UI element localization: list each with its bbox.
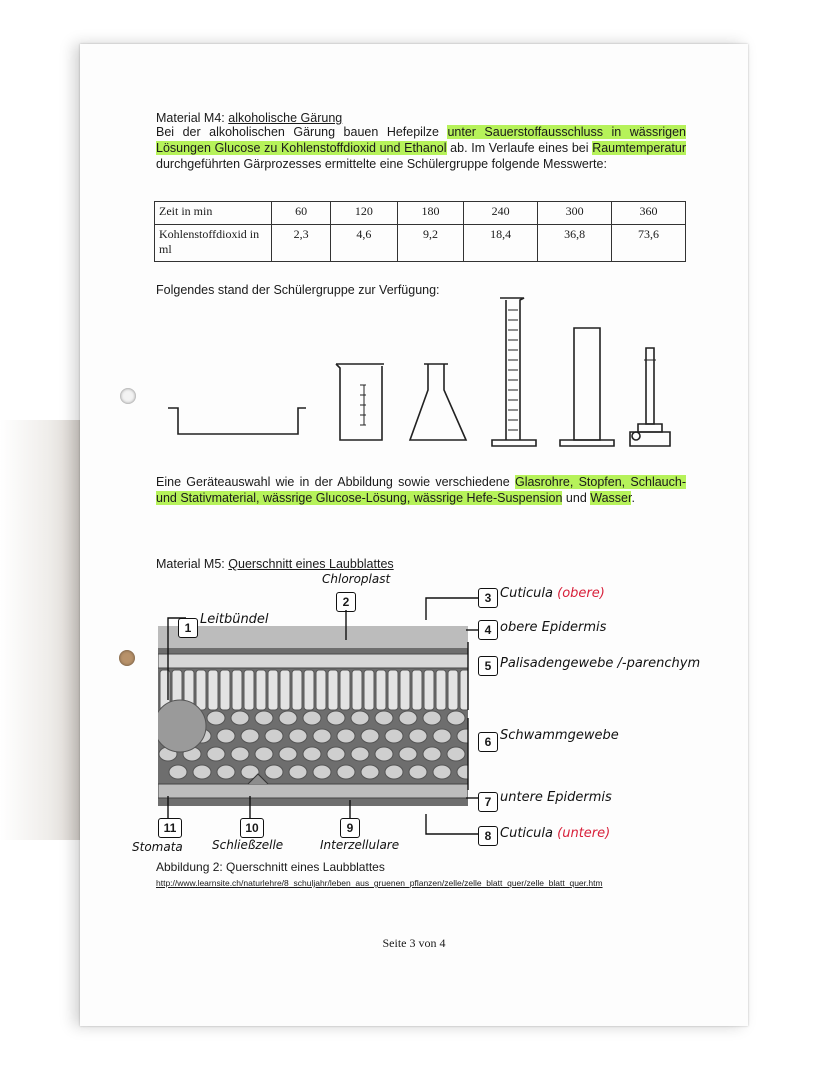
label-number: 10	[240, 818, 264, 838]
measuring-cylinder	[492, 298, 536, 446]
label-number: 11	[158, 818, 182, 838]
page-number: Seite 3 von 4	[382, 936, 446, 950]
label-leitbuendel: Leitbündel	[200, 612, 269, 627]
label-number: 5	[478, 656, 498, 676]
label-number: 1	[178, 618, 198, 638]
m4-paragraph: Bei der alkoholischen Gärung bauen Hefepilze unter Sauerstoffausschluss in wässrigen Lösungen Glucose zu Kohlenstoffdioxid und Ethanol ab. Im Verlaufe eines bei Raumtemperatur durchgeführten Gärprozesses ermittelte eine Schülergruppe folgende Messwerte:	[156, 125, 687, 171]
label-spongy: Schwammgewebe	[500, 728, 619, 743]
equipment-intro: Folgendes stand der Schülergruppe zur Verfügung:	[156, 283, 440, 297]
table-cell: 73,6	[612, 225, 686, 262]
erlenmeyer-flask	[410, 364, 466, 440]
trough	[168, 408, 306, 434]
beaker	[336, 364, 384, 440]
table-cell: 120	[331, 202, 398, 225]
scan-shadow	[0, 420, 80, 840]
table-cell: 300	[538, 202, 612, 225]
table-row	[155, 202, 686, 225]
label-lower-epidermis: untere Epidermis	[500, 790, 612, 805]
table-cell: Kohlenstoffdioxid in ml	[155, 225, 272, 262]
source-link[interactable]: http://www.learnsite.ch/naturlehre/8_schuljahr/leben_aus_gruenen_pflanzen/zelle/zelle_blatt_quer/zelle_blatt_quer.htm	[156, 878, 603, 888]
m5-heading: Material M5: Querschnitt eines Laubblattes	[156, 557, 394, 571]
label-number: 2	[336, 592, 356, 612]
table-cell: 36,8	[538, 225, 612, 262]
table-cell: 240	[464, 202, 538, 225]
label-number: 7	[478, 792, 498, 812]
table-cell: 360	[612, 202, 686, 225]
lab-equipment-illustration	[160, 290, 690, 450]
label-number: 4	[478, 620, 498, 640]
label-number: 6	[478, 732, 498, 752]
table-cell: 18,4	[464, 225, 538, 262]
label-chloroplast: Chloroplast	[322, 572, 391, 586]
label-cuticula-top: Cuticula (obere)	[500, 586, 605, 601]
table-cell: 60	[272, 202, 331, 225]
table-cell: 4,6	[331, 225, 398, 262]
table-cell: Zeit in min	[155, 202, 272, 225]
equipment-paragraph: Eine Geräteauswahl wie in der Abbildung sowie verschiedene Glasrohre, Stopfen, Schlauch- und Stativmaterial, wässrige Glucose-Lösung, wässrige Hefe-Suspension und Wasser.	[156, 475, 686, 505]
label-number: 8	[478, 826, 498, 846]
leader-lines	[150, 590, 480, 840]
label-stomata: Stomata	[132, 840, 183, 854]
table-cell: 180	[397, 202, 464, 225]
label-interzellulare: Interzellulare	[320, 838, 400, 852]
tall-cylinder	[560, 328, 614, 446]
punch-hole-bottom	[119, 650, 135, 666]
bunsen-burner	[630, 348, 670, 446]
label-schliesszelle: Schließzelle	[212, 838, 284, 852]
label-number: 9	[340, 818, 360, 838]
table-row	[155, 225, 686, 262]
figure-caption: Abbildung 2: Querschnitt eines Laubblattes	[156, 860, 385, 874]
table-cell: 9,2	[397, 225, 464, 262]
label-upper-epidermis: obere Epidermis	[500, 620, 607, 635]
label-number: 3	[478, 588, 498, 608]
punch-hole-top	[120, 388, 136, 404]
m4-heading: Material M4: alkoholische Gärung	[156, 111, 343, 125]
label-cuticula-bottom: Cuticula (untere)	[500, 826, 611, 841]
label-palisade: Palisadengewebe /-parenchym	[500, 656, 701, 671]
table-cell: 2,3	[272, 225, 331, 262]
measurement-table	[154, 201, 686, 262]
